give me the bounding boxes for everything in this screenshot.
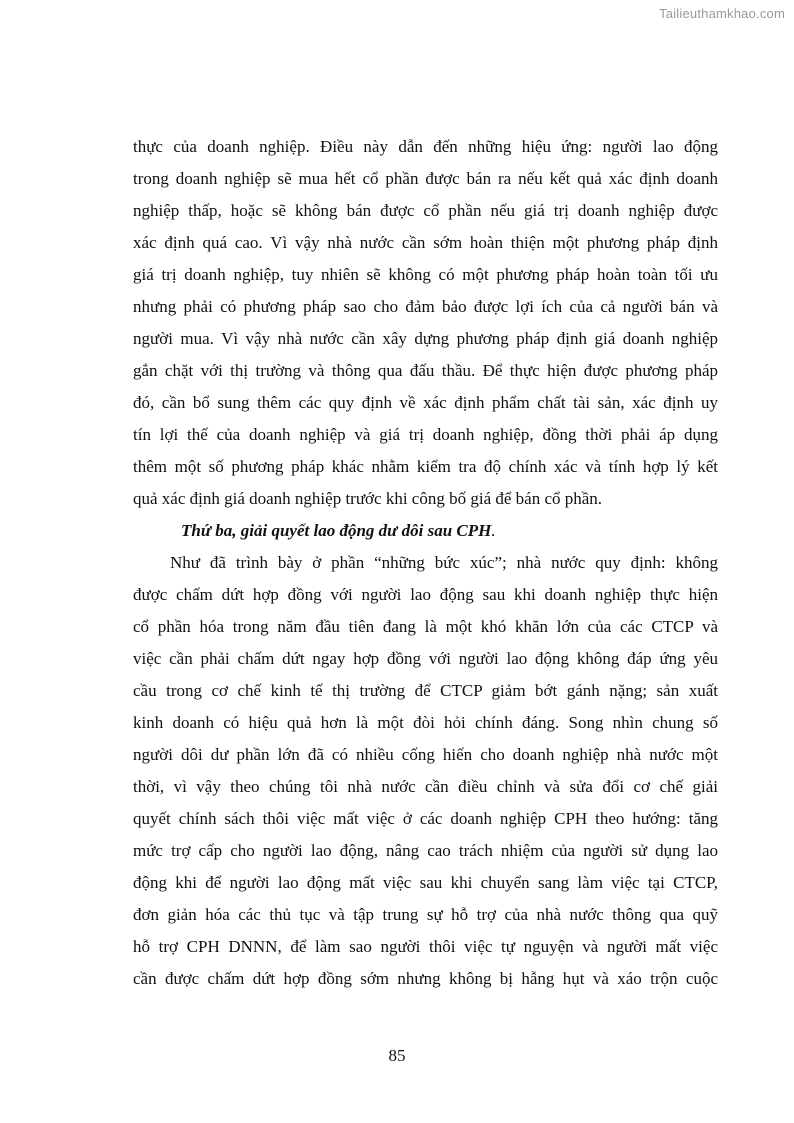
- text-line: trong doanh nghiệp sẽ mua hết cổ phần được bán ra nếu kết quả xác định doanh: [133, 169, 718, 188]
- text-line: kinh doanh có hiệu quả hơn là một đòi hỏi chính đáng. Song nhìn chung số: [133, 713, 718, 732]
- text-line: việc cần phải chấm dứt ngay hợp đồng với người lao động không đáp ứng yêu: [133, 649, 718, 668]
- paragraph-1: [133, 131, 718, 515]
- text-line: thời, vì vậy theo chúng tôi nhà nước cần điều chỉnh và sửa đổi cơ chế giải: [133, 777, 718, 796]
- text-line: nghiệp thấp, hoặc sẽ không bán được cổ phần nếu giá trị doanh nghiệp được: [133, 201, 718, 220]
- watermark: Tailieuthamkhao.com: [659, 6, 785, 21]
- text-line: cổ phần hóa trong năm đầu tiên đang là một khó khăn lớn của các CTCP và: [133, 617, 718, 636]
- text-line: giá trị doanh nghiệp, tuy nhiên sẽ không có một phương pháp hoàn toàn tối ưu: [133, 265, 718, 284]
- text-line: thêm một số phương pháp khác nhằm kiểm tra độ chính xác và tính hợp lý kết: [133, 457, 718, 476]
- heading-tail: .: [491, 521, 496, 540]
- text-line: tín lợi thế của doanh nghiệp và giá trị doanh nghiệp, đồng thời phải áp dụng: [133, 425, 718, 444]
- page-number: 85: [388, 1046, 406, 1065]
- text-line: quyết chính sách thôi việc mất việc ở các doanh nghiệp CPH theo hướng: tăng: [133, 809, 718, 828]
- text-line: Như đã trình bày ở phần “những bức xúc”; nhà nước quy định: không: [170, 553, 718, 572]
- section-heading: [133, 515, 718, 547]
- heading-text: giải quyết lao động dư dôi sau CPH: [240, 521, 492, 540]
- heading-label: Thứ ba: [181, 521, 233, 540]
- text-line: gắn chặt với thị trường và thông qua đấu thầu. Để thực hiện được phương pháp: [133, 361, 718, 380]
- text-line: đơn giản hóa các thủ tục và tập trung sự hỗ trợ của nhà nước thông qua quỹ: [133, 905, 718, 924]
- text-line: đó, cần bổ sung thêm các quy định về xác định phẩm chất tài sản, xác định uy: [133, 393, 718, 412]
- text-line: người dôi dư phần lớn đã có nhiều cống hiến cho doanh nghiệp nhà nước một: [133, 745, 718, 764]
- text-line: động khi để người lao động mất việc sau khi chuyển sang làm việc tại CTCP,: [133, 873, 718, 892]
- text-line: cầu trong cơ chế kinh tế thị trường để CTCP giảm bớt gánh nặng; sản xuất: [133, 681, 718, 700]
- text-line: cần được chấm dứt hợp đồng sớm nhưng không bị hẫng hụt và xáo trộn cuộc: [133, 969, 718, 988]
- text-line: người mua. Vì vậy nhà nước cần xây dựng phương pháp định giá doanh nghiệp: [133, 329, 718, 348]
- text-line: thực của doanh nghiệp. Điều này dẫn đến những hiệu ứng: người lao động: [133, 137, 718, 156]
- text-line: hỗ trợ CPH DNNN, để làm sao người thôi việc tự nguyện và người mất việc: [133, 937, 718, 956]
- heading-separator: ,: [232, 521, 241, 540]
- text-line: nhưng phải có phương pháp sao cho đảm bảo được lợi ích của cả người bán và: [133, 297, 718, 316]
- text-line: được chấm dứt hợp đồng với người lao động sau khi doanh nghiệp thực hiện: [133, 585, 718, 604]
- text-line: mức trợ cấp cho người lao động, nâng cao trách nhiệm của người sử dụng lao: [133, 841, 718, 860]
- paragraph-2: [133, 547, 718, 995]
- text-line: quả xác định giá doanh nghiệp trước khi công bố giá để bán cổ phần.: [133, 489, 603, 508]
- text-line: xác định quá cao. Vì vậy nhà nước cần sớm hoàn thiện một phương pháp định: [133, 233, 718, 252]
- document-body: [133, 131, 718, 995]
